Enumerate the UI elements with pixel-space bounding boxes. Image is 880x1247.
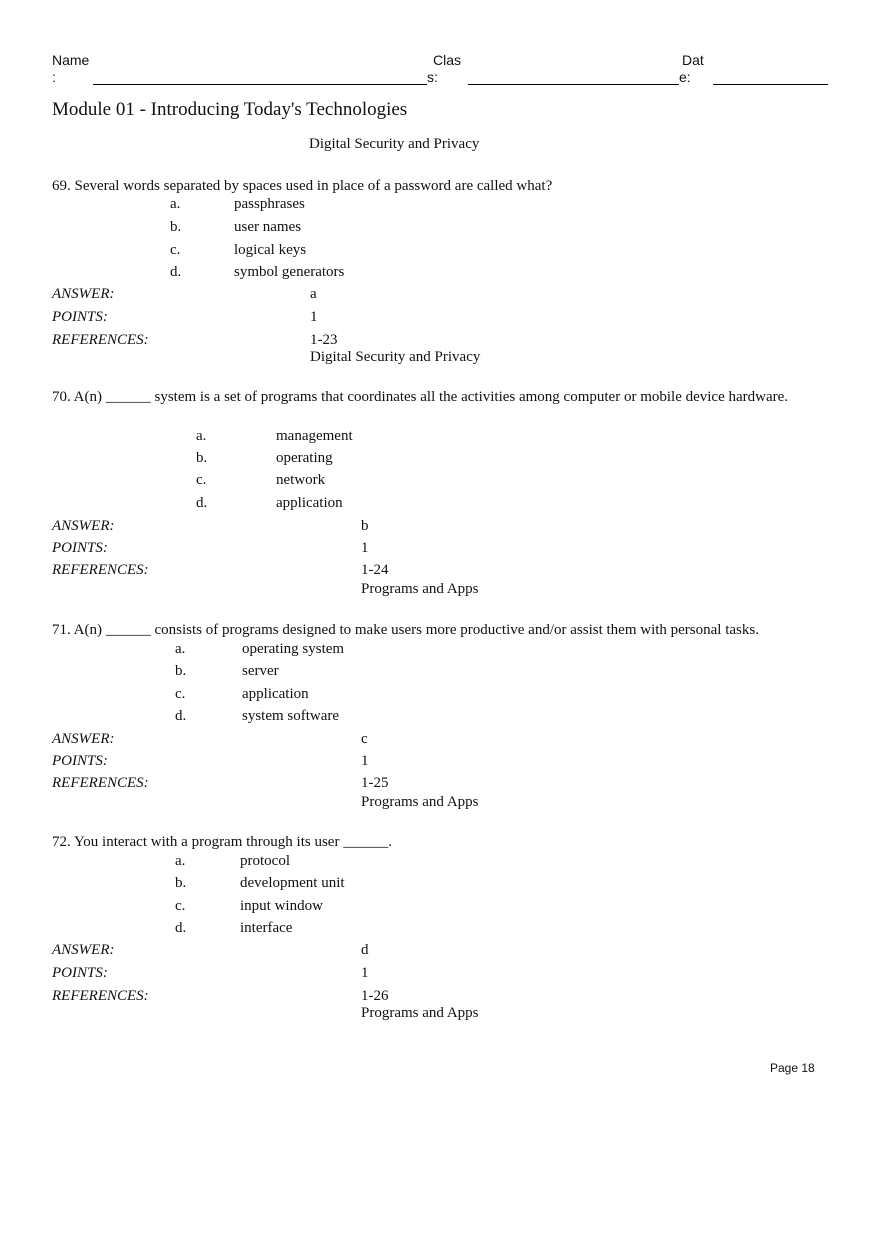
name-label: Name xyxy=(52,52,90,68)
reference-page: 1-24 xyxy=(361,562,389,578)
option-letter: b. xyxy=(175,875,187,891)
option-letter: a. xyxy=(196,428,207,444)
option-text: network xyxy=(276,472,326,488)
option-text: server xyxy=(242,663,279,679)
option-letter: d. xyxy=(175,708,187,724)
module-title: Module 01 - Introducing Today's Technologies xyxy=(52,99,408,120)
option-letter: c. xyxy=(196,472,207,488)
option-letter: d. xyxy=(170,264,182,280)
reference-topic: Digital Security and Privacy xyxy=(310,349,481,365)
option-letter: d. xyxy=(196,495,208,511)
question-text: 70. A(n) ______ system is a set of programs that coordinates all the activities among computer or mobile device hardware. xyxy=(52,389,789,405)
reference-page: 1-26 xyxy=(361,988,389,1004)
answer-value: c xyxy=(361,731,368,747)
option-text: management xyxy=(276,428,353,444)
answer-label: ANSWER: xyxy=(52,942,115,958)
option-text: system software xyxy=(242,708,340,724)
points-label: POINTS: xyxy=(52,309,108,325)
date-label-suffix: e: xyxy=(679,69,691,85)
option-letter: a. xyxy=(170,196,181,212)
option-letter: c. xyxy=(175,898,186,914)
question-text: 69. Several words separated by spaces used in place of a password are called what? xyxy=(52,178,553,194)
option-text: symbol generators xyxy=(234,264,345,280)
question-text: 72. You interact with a program through its user ______. xyxy=(52,834,392,850)
references-label: REFERENCES: xyxy=(52,332,149,348)
option-text: application xyxy=(276,495,343,511)
reference-topic: Programs and Apps xyxy=(361,1005,479,1021)
reference-page: 1-23 xyxy=(310,332,338,348)
question-text: 71. A(n) ______ consists of programs designed to make users more productive and/or assist them with personal tasks. xyxy=(52,622,759,638)
reference-topic: Programs and Apps xyxy=(361,581,479,597)
name-label-colon: : xyxy=(52,69,56,85)
points-value: 1 xyxy=(361,753,369,769)
answer-label: ANSWER: xyxy=(52,731,115,747)
references-label: REFERENCES: xyxy=(52,988,149,1004)
option-letter: c. xyxy=(170,242,181,258)
option-text: logical keys xyxy=(234,242,307,258)
option-text: operating xyxy=(276,450,333,466)
points-label: POINTS: xyxy=(52,540,108,556)
points-value: 1 xyxy=(361,540,369,556)
option-letter: a. xyxy=(175,853,186,869)
class-field-line[interactable] xyxy=(468,84,679,85)
date-field-line[interactable] xyxy=(713,84,828,85)
points-value: 1 xyxy=(310,309,318,325)
option-letter: c. xyxy=(175,686,186,702)
date-label: Dat xyxy=(682,52,704,68)
name-field-line[interactable] xyxy=(93,84,427,85)
option-text: passphrases xyxy=(234,196,305,212)
answer-value: a xyxy=(310,286,317,302)
points-value: 1 xyxy=(361,965,369,981)
answer-label: ANSWER: xyxy=(52,518,115,534)
option-letter: d. xyxy=(175,920,187,936)
section-heading: Digital Security and Privacy xyxy=(309,136,480,152)
option-text: user names xyxy=(234,219,302,235)
answer-value: d xyxy=(361,942,369,958)
reference-page: 1-25 xyxy=(361,775,389,791)
page-number: Page 18 xyxy=(770,1061,815,1075)
option-letter: b. xyxy=(170,219,182,235)
option-text: operating system xyxy=(242,641,345,657)
option-text: protocol xyxy=(240,853,290,869)
points-label: POINTS: xyxy=(52,965,108,981)
references-label: REFERENCES: xyxy=(52,562,149,578)
answer-label: ANSWER: xyxy=(52,286,115,302)
option-letter: b. xyxy=(175,663,187,679)
option-text: interface xyxy=(240,920,293,936)
class-label: Clas xyxy=(433,52,462,68)
class-label-suffix: s: xyxy=(427,69,438,85)
option-text: development unit xyxy=(240,875,345,891)
points-label: POINTS: xyxy=(52,753,108,769)
reference-topic: Programs and Apps xyxy=(361,794,479,810)
references-label: REFERENCES: xyxy=(52,775,149,791)
option-letter: b. xyxy=(196,450,208,466)
answer-value: b xyxy=(361,518,369,534)
option-text: application xyxy=(242,686,309,702)
option-letter: a. xyxy=(175,641,186,657)
option-text: input window xyxy=(240,898,323,914)
